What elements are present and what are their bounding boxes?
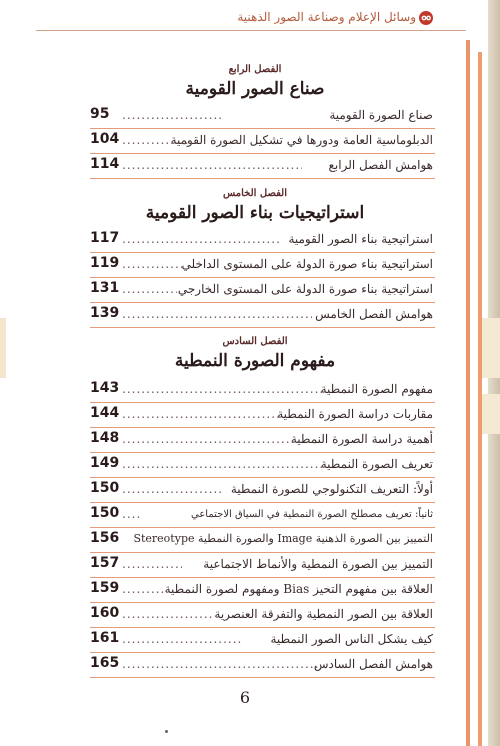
toc-entry-page: 149 [90, 455, 120, 471]
chapter-heading [70, 64, 440, 99]
chapter-title: صناع الصور القومية [185, 79, 325, 99]
toc-section [90, 228, 435, 328]
toc-entry-title: كيف يشكل الناس الصور النمطية [270, 632, 433, 646]
chapter-title: مفهوم الصورة النمطية [174, 351, 336, 371]
toc-entry-title: مقاربات دراسة الصورة النمطية [277, 407, 433, 421]
toc-entry-page: 150 [90, 505, 120, 521]
leader-dots [122, 382, 322, 396]
toc-section [90, 104, 435, 179]
leader-dots [122, 257, 182, 271]
toc-entry[interactable] [90, 603, 435, 628]
toc-section [90, 378, 435, 678]
toc-entry[interactable] [90, 228, 435, 253]
toc-entry-title: الدبلوماسية العامة ودورها في تشكيل الصورة القومية [170, 133, 433, 147]
toc-entry-page: 119 [90, 255, 120, 271]
leader-dots [122, 582, 167, 596]
toc-entry-title: مفهوم الصورة النمطية [320, 382, 433, 396]
toc-entry[interactable] [90, 104, 435, 129]
toc-entry-title: العلاقة بين مفهوم التحيز Bias ومفهوم لصورة النمطية [164, 582, 433, 596]
toc-entry-page: 117 [90, 230, 120, 246]
left-tab [0, 318, 6, 378]
page-number: 6 [239, 688, 251, 707]
leader-dots [122, 482, 222, 496]
leader-dots [122, 432, 302, 446]
toc-entry-page: 148 [90, 430, 120, 446]
toc-entry-page: 144 [90, 405, 120, 421]
leader-dots [122, 307, 312, 321]
toc-entry[interactable] [90, 378, 435, 403]
toc-entry[interactable] [90, 253, 435, 278]
toc-entry[interactable] [90, 628, 435, 653]
chapter-title: استراتيجيات بناء الصور القومية [145, 203, 365, 223]
margin-stripe [466, 40, 470, 746]
leader-dots [122, 457, 322, 471]
toc-entry[interactable] [90, 154, 435, 179]
book-logo-icon [418, 10, 434, 26]
leader-dots [122, 657, 322, 671]
toc-entry-page: 156 [90, 530, 120, 546]
toc-entry-page: 161 [90, 630, 120, 646]
side-tab [482, 318, 500, 378]
toc-entry[interactable] [90, 478, 435, 503]
toc-entry-page: 165 [90, 655, 120, 671]
leader-dots [122, 232, 282, 246]
toc-entry-title: تعريف الصورة النمطية [320, 457, 433, 471]
leader-dots [122, 108, 222, 122]
toc-entry-title: العلاقة بين الصور النمطية والتفرقة العنصرية [214, 607, 433, 621]
toc-entry-page: 139 [90, 305, 120, 321]
toc-entry-title: استراتيجية بناء الصور القومية [288, 232, 433, 246]
toc-entry-title: استراتيجية بناء صورة الدولة على المستوى الداخلي [181, 257, 433, 271]
toc-entry-page: 150 [90, 480, 120, 496]
leader-dots [122, 607, 212, 621]
toc-entry-page: 95 [90, 106, 110, 122]
leader-dots [122, 282, 177, 296]
toc-entry[interactable] [90, 528, 435, 553]
running-header [0, 8, 466, 30]
header-title: وسائل الإعلام وصناعة الصور الذهنية [237, 10, 416, 24]
toc-entry-page: 157 [90, 555, 120, 571]
toc-entry-page: 104 [90, 131, 120, 147]
toc-entry[interactable] [90, 129, 435, 154]
toc-entry-title: ثانياً: تعريف مصطلح الصورة النمطية في السياق الاجتماعي [191, 509, 433, 520]
print-speck [165, 730, 168, 733]
toc-entry-page: 159 [90, 580, 120, 596]
leader-dots [122, 557, 182, 571]
toc-entry[interactable] [90, 553, 435, 578]
toc-entry-title: التمييز بين الصورة الذهنية Image والصورة النمطية Stereotype [133, 532, 433, 545]
toc-entry[interactable] [90, 503, 435, 528]
toc-entry-page: 131 [90, 280, 120, 296]
toc-entry-title: استراتيجية بناء صورة الدولة على المستوى الخارجي [177, 282, 433, 296]
toc-entry-title: أهمية دراسة الصورة النمطية [290, 432, 433, 446]
toc-entry-page: 160 [90, 605, 120, 621]
leader-dots [122, 407, 287, 421]
toc-entry[interactable] [90, 578, 435, 603]
toc-entry[interactable] [90, 653, 435, 678]
leader-dots [122, 158, 302, 172]
leader-dots [122, 133, 192, 147]
leader-dots [122, 632, 242, 646]
toc-entry-title: صناع الصورة القومية [329, 108, 433, 122]
chapter-heading [70, 188, 440, 223]
toc-entry[interactable] [90, 453, 435, 478]
toc-entry[interactable] [90, 278, 435, 303]
toc-entry-page: 114 [90, 156, 120, 172]
toc-entry[interactable] [90, 303, 435, 328]
toc-entry[interactable] [90, 428, 435, 453]
side-tab [482, 394, 500, 434]
chapter-heading [70, 336, 440, 371]
toc-entry-title: هوامش الفصل الخامس [315, 307, 433, 321]
toc-entry-page: 143 [90, 380, 120, 396]
toc-entry-title: التمييز بين الصورة النمطية والأنماط الاجتماعية [203, 557, 433, 571]
chapter-label: الفصل الخامس [222, 188, 288, 199]
header-rule [36, 30, 466, 31]
toc-entry[interactable] [90, 403, 435, 428]
toc-entry-title: هوامش الفصل الرابع [328, 158, 433, 172]
toc-entry-title: أولاً: التعريف التكنولوجي للصورة النمطية [230, 482, 433, 496]
toc-entry-title: هوامش الفصل السادس [313, 657, 433, 671]
chapter-label: الفصل الرابع [228, 64, 282, 75]
leader-dots [122, 507, 142, 521]
chapter-label: الفصل السادس [222, 336, 288, 347]
